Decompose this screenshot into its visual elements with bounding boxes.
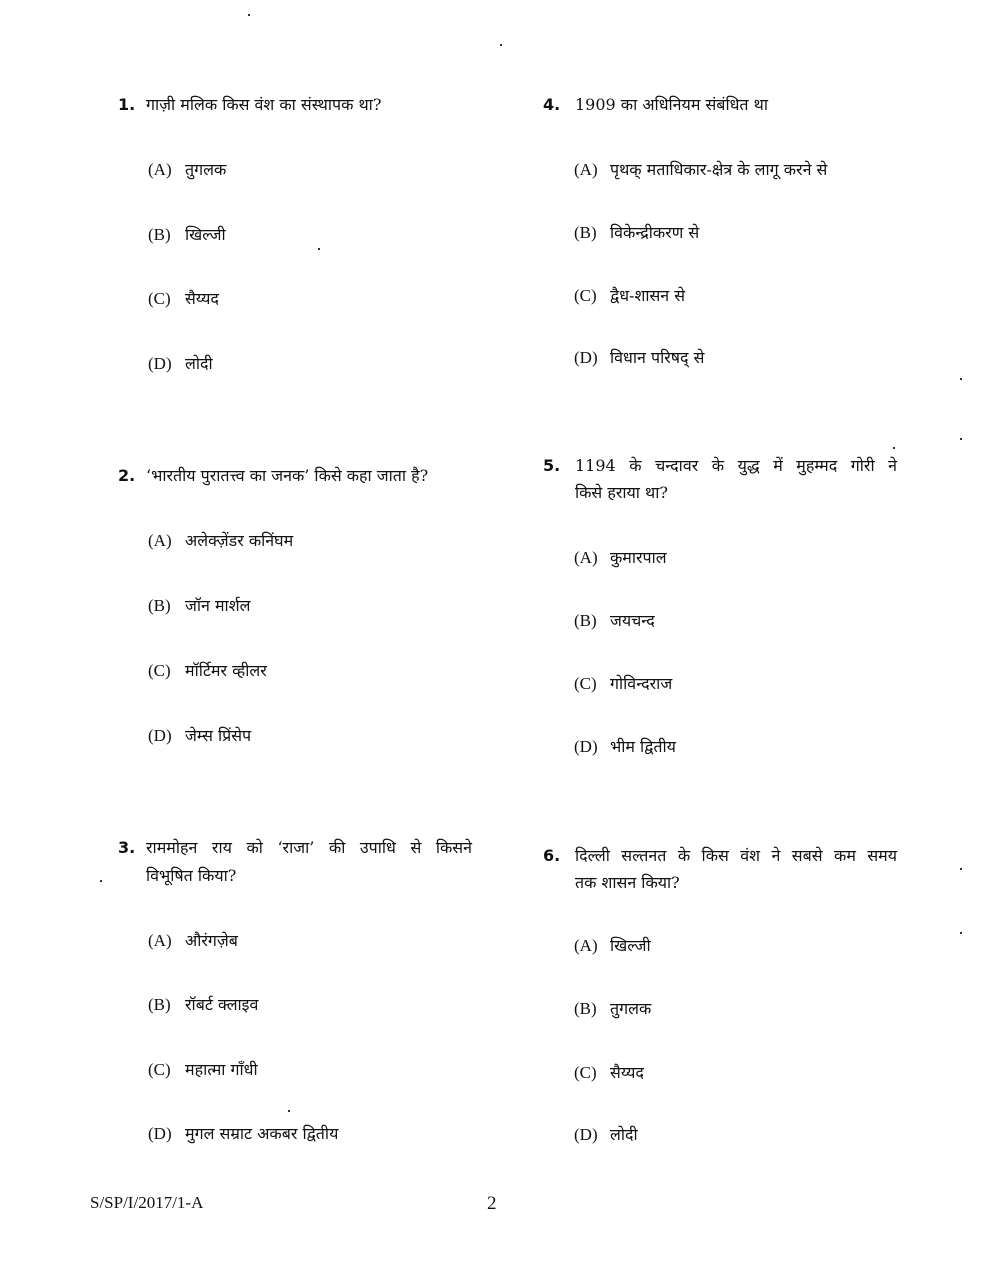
question-number: 2.	[118, 466, 136, 485]
question-text: विभूषित किया?	[146, 866, 237, 885]
page-number: 2	[487, 1193, 497, 1214]
question-number: 1.	[118, 95, 136, 114]
question-text: राममोहन राय को ‘राजा’ की उपाधि से किसने	[146, 838, 472, 857]
option-text: अलेक्ज़ेंडर कनिंघम	[185, 531, 294, 550]
option-text: लोदी	[610, 1125, 638, 1144]
option-label: (D)	[574, 1125, 598, 1144]
option-text: विधान परिषद् से	[610, 348, 705, 367]
question-text: दिल्ली सल्तनत के किस वंश ने सबसे कम समय	[575, 846, 897, 865]
option-text: खिल्जी	[610, 936, 651, 955]
scan-speck	[500, 44, 502, 46]
option-text: रॉबर्ट क्लाइव	[185, 995, 259, 1014]
option-text: विकेन्द्रीकरण से	[610, 223, 700, 242]
option-label: (B)	[148, 225, 171, 244]
option-text: द्वैध-शासन से	[610, 286, 686, 305]
option-text: सैय्यद	[610, 1063, 644, 1082]
scan-speck	[893, 447, 895, 449]
scan-speck	[960, 438, 962, 440]
option-label: (B)	[574, 223, 597, 242]
option-label: (C)	[574, 286, 597, 305]
option-label: (B)	[574, 611, 597, 630]
question-number: 3.	[118, 838, 136, 857]
option-label: (C)	[148, 289, 171, 308]
question-number: 4.	[543, 95, 561, 114]
option-label: (A)	[574, 160, 598, 179]
option-text: लोदी	[185, 354, 213, 373]
question-text: किसे हराया था?	[575, 483, 668, 502]
option-text: सैय्यद	[185, 289, 219, 308]
option-label: (D)	[574, 348, 598, 367]
option-text: मॉर्टिमर व्हीलर	[185, 661, 267, 680]
option-text: भीम द्वितीय	[610, 737, 676, 756]
option-text: तुगलक	[185, 160, 227, 179]
option-text: जॉन मार्शल	[185, 596, 251, 615]
option-label: (A)	[148, 531, 172, 550]
option-text: गोविन्दराज	[610, 674, 673, 693]
option-text: जयचन्द	[610, 611, 655, 630]
scan-speck	[960, 868, 962, 870]
question-text: तक शासन किया?	[575, 873, 680, 892]
scan-speck	[248, 14, 250, 16]
question-number: 6.	[543, 846, 561, 865]
option-label: (A)	[148, 160, 172, 179]
scan-speck	[960, 378, 962, 380]
scan-speck	[100, 880, 102, 882]
option-label: (B)	[574, 999, 597, 1018]
option-text: औरंगज़ेब	[185, 931, 238, 950]
question-number: 5.	[543, 456, 561, 475]
question-text: 1194 के चन्दावर के युद्ध में मुहम्मद गोरी ने	[575, 456, 897, 475]
scan-speck	[960, 932, 962, 934]
option-text: मुगल सम्राट अकबर द्वितीय	[185, 1124, 339, 1143]
option-label: (B)	[148, 995, 171, 1014]
option-label: (C)	[148, 1060, 171, 1079]
question-text: 1909 का अधिनियम संबंधित था	[575, 95, 768, 114]
question-text: ‘भारतीय पुरातत्त्व का जनक’ किसे कहा जाता है?	[146, 466, 429, 485]
scan-speck	[318, 248, 320, 250]
option-label: (D)	[574, 737, 598, 756]
option-text: तुगलक	[610, 999, 652, 1018]
option-text: महात्मा गाँधी	[185, 1060, 258, 1079]
option-label: (B)	[148, 596, 171, 615]
option-label: (D)	[148, 1124, 172, 1143]
option-text: जेम्स प्रिंसेप	[185, 726, 252, 745]
option-label: (D)	[148, 726, 172, 745]
paper-code: S/SP/I/2017/1-A	[90, 1193, 204, 1212]
option-label: (D)	[148, 354, 172, 373]
option-label: (A)	[574, 936, 598, 955]
option-label: (A)	[574, 548, 598, 567]
option-text: खिल्जी	[185, 225, 226, 244]
option-text: कुमारपाल	[610, 548, 667, 567]
option-label: (C)	[574, 674, 597, 693]
option-label: (A)	[148, 931, 172, 950]
scan-speck	[288, 1110, 290, 1112]
option-label: (C)	[148, 661, 171, 680]
question-text: गाज़ी मलिक किस वंश का संस्थापक था?	[146, 95, 382, 114]
option-text: पृथक् मताधिकार-क्षेत्र के लागू करने से	[610, 160, 828, 179]
option-label: (C)	[574, 1063, 597, 1082]
